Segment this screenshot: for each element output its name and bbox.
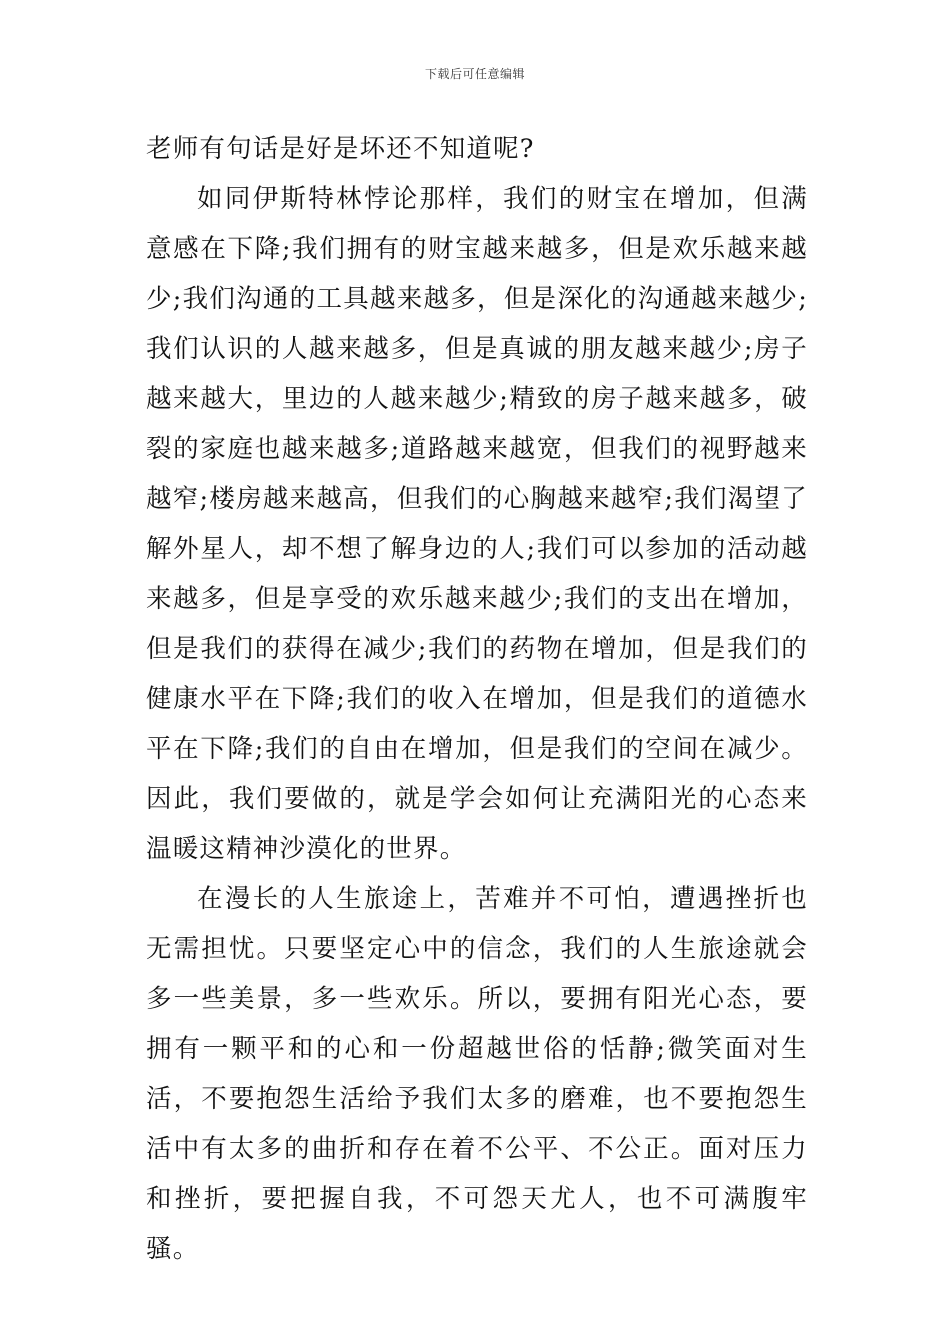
paragraph-1: 老师有句话是好是坏还不知道呢? <box>146 134 535 164</box>
paragraph-3: 在漫长的人生旅途上，苦难并不可怕，遭遇挫折也无需担忧。只要坚定心中的信念，我们的人生旅途就会多一些美景，多一些欢乐。所以，要拥有阳光心态，要拥有一颗平和的心和一份超越世俗的恬静;微笑面对生活，不要抱怨生活给予我们太多的磨难，也不要抱怨生活中有太多的曲折和存在着不公平、不公正。面对压力和挫折，要把握自我，不可怨天尤人，也不可满腹牢骚。 <box>146 884 808 1264</box>
paragraph-2: 如同伊斯特林悖论那样，我们的财宝在增加，但满意感在下降;我们拥有的财宝越来越多，但是欢乐越来越少;我们沟通的工具越来越多，但是深化的沟通越来越少;我们认识的人越来越多，但是真诚的朋友越来越少;房子越来越大，里边的人越来越少;精致的房子越来越多，破裂的家庭也越来越多;道路越来越宽，但我们的视野越来越窄;楼房越来越高，但我们的心胸越来越窄;我们渴望了解外星人，却不想了解身边的人;我们可以参加的活动越来越多，但是享受的欢乐越来越少;我们的支出在增加，但是我们的获得在减少;我们的药物在增加，但是我们的健康水平在下降;我们的收入在增加，但是我们的道德水平在下降;我们的自由在增加，但是我们的空间在减少。因此，我们要做的，就是学会如何让充满阳光的心态来温暖这精神沙漠化的世界。 <box>146 184 808 864</box>
document-body <box>146 124 808 1274</box>
page-header: 下载后可任意编辑 <box>424 67 525 81</box>
